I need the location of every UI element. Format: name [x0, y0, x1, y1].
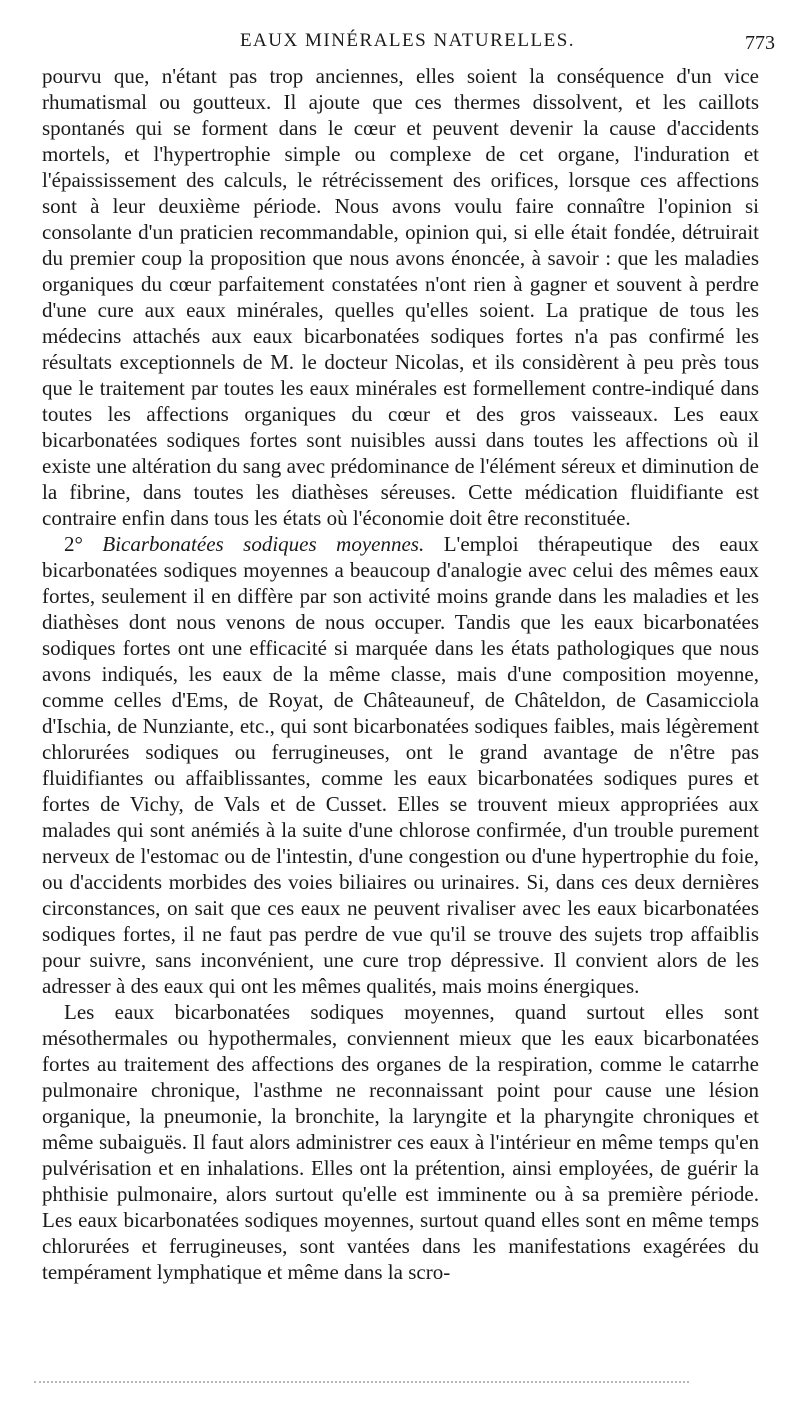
page-header — [40, 30, 775, 58]
body-text — [42, 63, 759, 1285]
section-2-text: L'emploi thérapeutique des eaux bicarbonatées sodiques moyennes a beaucoup d'analogie avec celui des mêmes eaux fortes, seulement il en diffère par son activité moins grande dans les maladies et les diathèses dont nous venons de nous occuper. Tandis que les eaux bicarbonatées sodiques fortes ont une efficacité si marquée dans les états pathologiques que nous avons indiqués, les eaux de la même classe, mais d'une composition moyenne, comme celles d'Ems, de Royat, de Châteauneuf, de Châteldon, de Casamicciola d'Ischia, de Nunziante, etc., qui sont bicarbonatées sodiques faibles, mais légèrement chlorurées sodiques ou ferrugineuses, ont le grand avantage de n'être pas fluidifiantes ou affaiblissantes, comme les eaux bicarbonatées sodiques pures et fortes de Vichy, de Vals et de Cusset. Elles se trouvent mieux appropriées aux malades qui sont anémiés à la suite d'une chlorose confirmée, d'un trouble purement nerveux de l'estomac ou de l'intestin, d'une congestion ou d'une hypertrophie du foie, ou d'accidents morbides des voies biliaires ou urinaires. Si, dans ces deux dernières circonstances, on sait que ces eaux ne peuvent rivaliser avec les eaux bicarbonatées sodiques fortes, il ne faut pas perdre de vue qu'il se trouve des sujets trop affaiblis pour suivre, sans inconvénient, une cure trop dépressive. Il convient alors de les adresser à des eaux qui ont les mêmes qualités, mais moins énergiques. — [42, 532, 759, 998]
paragraph-continuation: pourvu que, n'étant pas trop anciennes, elles soient la conséquence d'un vice rhumatismal ou goutteux. Il ajoute que ces thermes dissolvent, et les caillots spontanés qui se forment dans le cœur et peuvent devenir la cause d'accidents mortels, et l'hypertrophie simple ou complexe de cet organe, l'induration et l'épaississement des calculs, le rétrécissement des orifices, lorsque ces affections sont à leur deuxième période. Nous avons voulu faire connaître l'opinion si consolante d'un praticien recommandable, opinion qui, si elle était fondée, détruirait du premier coup la proposition que nous avons énoncée, à savoir : que les maladies organiques du cœur parfaitement constatées n'ont rien à gagner et souvent à perdre d'une cure aux eaux minérales, quelles qu'elles soient. La pratique de tous les médecins attachés aux eaux bicarbonatées sodiques fortes n'a pas confirmé les résultats exceptionnels de M. le docteur Nicolas, et ils considèrent à peu près tous que le traitement par toutes les eaux minérales est formellement contre-indiqué dans toutes les affections organiques du cœur et des gros vaisseaux. Les eaux bicarbonatées sodiques fortes sont nuisibles aussi dans toutes les affections où il existe une altération du sang avec prédominance de l'élément séreux et diminution de la fibrine, dans toutes les diathèses séreuses. Cette médication fluidifiante est contraire enfin dans tous les états où l'économie doit être reconstituée. — [42, 64, 759, 530]
section-heading: Bicarbonatées sodiques moyennes. — [102, 532, 425, 556]
paragraph-section-2 — [42, 531, 759, 999]
paragraph-respiratory: Les eaux bicarbonatées sodiques moyennes, quand surtout elles sont mésothermales ou hypothermales, conviennent mieux que les eaux bicarbonatées fortes au traitement des affections des organes de la respiration, comme le catarrhe pulmonaire chronique, l'asthme ne reconnaissant point pour cause une lésion organique, la pneumonie, la bronchite, la laryngite et la pharyngite chroniques et même subaiguës. Il faut alors administrer ces eaux à l'intérieur en même temps qu'en pulvérisation et en inhalations. Elles ont la prétention, ainsi employées, de guérir la phthisie pulmonaire, alors surtout qu'elle est imminente ou à sa première période. Les eaux bicarbonatées sodiques moyennes, surtout quand elles sont en même temps chlorurées et ferrugineuses, sont vantées dans les manifestations exagérées du tempérament lymphatique et même dans la scro- — [42, 1000, 759, 1284]
page-number: 773 — [745, 32, 775, 54]
footer-dotted-rule — [34, 1381, 689, 1383]
running-title: EAUX MINÉRALES NATURELLES. — [239, 30, 576, 51]
section-number: 2° — [64, 532, 83, 556]
